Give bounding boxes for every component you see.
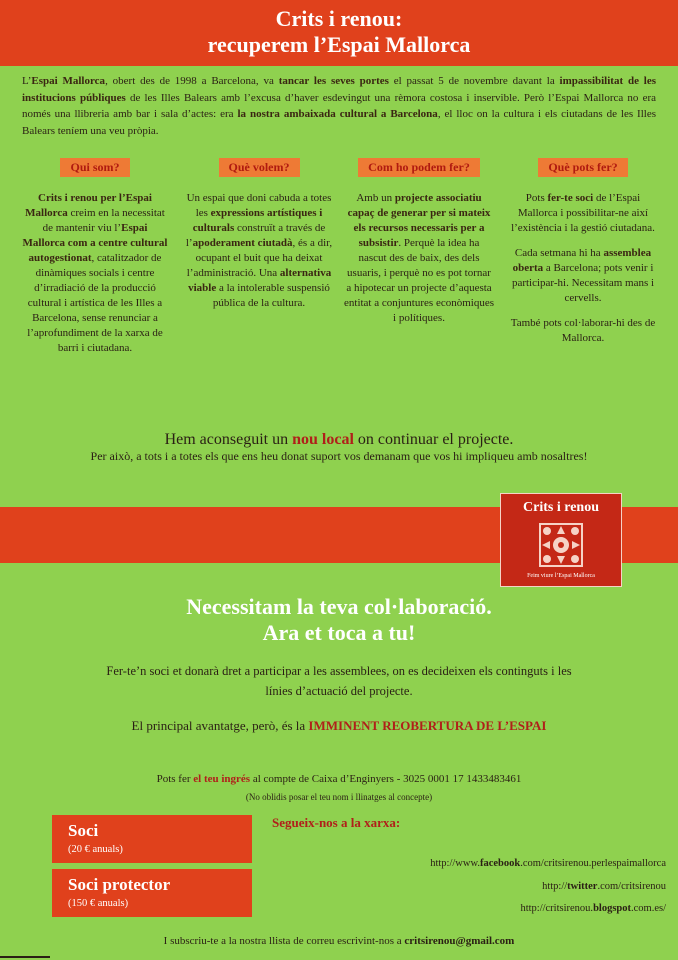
column-text: Un espai que doni cabuda a totes les bbox=[186, 192, 332, 219]
column-text: Cada setmana hi ha bbox=[514, 247, 604, 259]
bank-bold: el teu ingrés bbox=[193, 773, 251, 785]
notice-text: Hem aconseguit un bbox=[164, 431, 293, 448]
column-que-volem bbox=[184, 158, 334, 321]
column-text: construït a través de l’ bbox=[185, 222, 326, 249]
soci-price: (20 € anuals) bbox=[68, 844, 123, 855]
facebook-link[interactable] bbox=[430, 858, 666, 869]
column-text: a Barcelona; pots venir i participar-hi. Necessitam mans i cervells. bbox=[511, 262, 655, 304]
soci-protector-title: Soci protector bbox=[68, 875, 171, 894]
column-bold: projecte associatiu capaç de generar per si mateix els recursos necessaris per a subsistir bbox=[347, 192, 491, 249]
intro-text: L’ bbox=[22, 75, 32, 87]
notice-text: on continuar el projecte. bbox=[353, 431, 514, 448]
column-title: Com ho podem fer? bbox=[358, 158, 480, 177]
soci-box bbox=[52, 815, 252, 863]
column-bold: Crits i renou per l’Espai Mallorca bbox=[25, 192, 152, 219]
notice-bold: nou local bbox=[292, 431, 354, 448]
collaboration-title bbox=[0, 594, 678, 646]
title-line-1: Crits i renou: bbox=[275, 6, 403, 31]
crits-i-renou-logo bbox=[500, 493, 622, 587]
column-que-pots-fer bbox=[508, 158, 658, 356]
column-text: Amb un bbox=[356, 192, 395, 204]
column-body bbox=[20, 191, 170, 356]
soci-protector-box bbox=[52, 869, 252, 917]
intro-text: , obert des de 1998 a Barcelona, va bbox=[105, 75, 279, 87]
logo-subtitle: Feim viure l’Espai Mallorca bbox=[527, 573, 595, 579]
column-text: Pots bbox=[525, 192, 548, 204]
link-text: .com/critsirenou bbox=[597, 881, 666, 892]
collab-line-1: Necessitam la teva col·laboració. bbox=[186, 594, 492, 619]
link-text: http:// bbox=[542, 881, 568, 892]
intro-bold: tancar les seves portes bbox=[278, 75, 389, 87]
column-bold: apoderament ciutadà bbox=[192, 237, 293, 249]
column-text: a la intolerable suspensió pública de la cultura. bbox=[212, 282, 330, 309]
notice-block bbox=[0, 431, 678, 465]
email-link[interactable]: critsirenou@gmail.com bbox=[404, 935, 515, 947]
reopening-line bbox=[0, 718, 678, 734]
column-bold: assemblea oberta bbox=[512, 247, 652, 274]
page-title bbox=[0, 6, 678, 58]
bank-account-line bbox=[0, 773, 678, 785]
intro-text: de les Illes Balears amb l’excusa d’haver esdevingut una rèmora costosa i inservible. Però l’Espai Mallorca no era només una llibreria amb bar i sala d’actes: era bbox=[22, 91, 656, 120]
bottom-divider bbox=[0, 956, 50, 958]
column-text: creim en la necessitat de mantenir viu l’ bbox=[42, 207, 165, 234]
subscribe-line bbox=[0, 935, 678, 947]
column-bold: fer-te soci bbox=[547, 192, 594, 204]
bank-text: Pots fer bbox=[156, 773, 194, 785]
column-com-ho-podem-fer bbox=[344, 158, 494, 336]
blog-link[interactable] bbox=[520, 903, 666, 914]
column-bold: Espai Mallorca com a centre cultural autogestionat bbox=[22, 222, 168, 264]
intro-paragraph bbox=[22, 73, 656, 139]
reopening-text: El principal avantatge, però, és la bbox=[131, 718, 309, 733]
link-bold: twitter bbox=[567, 881, 598, 892]
intro-text: el passat 5 de novembre davant la bbox=[388, 75, 560, 87]
reopening-bold: IMMINENT REOBERTURA DE L’ESPAI bbox=[308, 718, 547, 733]
column-title: Qui som? bbox=[60, 158, 129, 177]
column-text: , és a dir, ocupant el buit que ha deixat l’administració. Una bbox=[186, 237, 333, 279]
intro-bold: impassibilitat de les institucions públiques bbox=[22, 75, 656, 104]
column-text: de l’Espai Mallorca i possibilitar-ne així l’existència i la gestió ciutadana. bbox=[511, 192, 655, 234]
logo-title: Crits i renou bbox=[523, 500, 599, 515]
column-text: , catalitzador de dinàmiques socials i centre d’irradiació de la producció cultural i artística de les Illes a Barcelona, sense renunciar a l’aprofundiment de la xarxa de barri i ciutadana. bbox=[27, 252, 163, 354]
collab-line-2: Ara et toca a tu! bbox=[262, 620, 416, 645]
column-text: . Perquè la idea ha nascut des de baix, des dels usuaris, i perquè no es pot tornar a hipotecar un projecte d’aquesta entitat a conjuntures econòmiques i polítiques. bbox=[344, 237, 494, 324]
column-body bbox=[344, 191, 494, 326]
intro-bold: la nostra ambaixada cultural a Barcelona bbox=[237, 108, 438, 120]
intro-text: , el lloc on la cultura i els ciutadans de les Illes Balears teníem una veu pròpia. bbox=[22, 108, 656, 137]
twitter-link[interactable] bbox=[542, 881, 666, 892]
link-bold: blogspot bbox=[593, 903, 631, 914]
title-line-2: recuperem l’Espai Mallorca bbox=[207, 32, 471, 57]
notice-line-2: Per això, a tots i a totes els que ens heu donat suport vos demanam que vos hi impliqueu amb nosaltres! bbox=[90, 449, 588, 463]
column-title: Què volem? bbox=[219, 158, 300, 177]
link-text: http://www. bbox=[430, 858, 480, 869]
column-title: Què pots fer? bbox=[538, 158, 627, 177]
column-bold: expressions artístiques i culturals bbox=[192, 207, 323, 234]
link-text: .com/critsirenou.perlespaimallorca bbox=[520, 858, 666, 869]
notice-line-1 bbox=[0, 431, 678, 448]
link-text: http://critsirenou. bbox=[520, 903, 594, 914]
soci-protector-price: (150 € anuals) bbox=[68, 898, 129, 909]
subscribe-text: I subscriu-te a la nostra llista de correu escrivint-nos a bbox=[163, 935, 405, 947]
bank-text: al compte de Caixa d’Enginyers - 3025 0001 17 1433483461 bbox=[250, 773, 522, 785]
link-text: .com.es/ bbox=[631, 903, 666, 914]
column-bold: alternativa viable bbox=[188, 267, 332, 294]
column-body: També pots col·laborar-hi des de Mallorca. bbox=[510, 317, 656, 344]
ornament-icon bbox=[536, 520, 586, 570]
soci-title: Soci bbox=[68, 821, 99, 840]
column-body bbox=[508, 191, 658, 236]
membership-paragraph: Fer-te’n soci et donarà dret a participar a les assemblees, on es decideixen els continguts i les línies d’actuació del projecte. bbox=[106, 664, 572, 698]
follow-title: Segueix-nos a la xarxa: bbox=[272, 815, 401, 830]
column-qui-som bbox=[20, 158, 170, 366]
column-body bbox=[508, 246, 658, 306]
intro-bold: Espai Mallorca bbox=[31, 75, 106, 87]
column-body bbox=[184, 191, 334, 311]
link-bold: facebook bbox=[479, 858, 521, 869]
bank-note: (No oblidis posar el teu nom i llinatges al concepte) bbox=[245, 792, 433, 802]
